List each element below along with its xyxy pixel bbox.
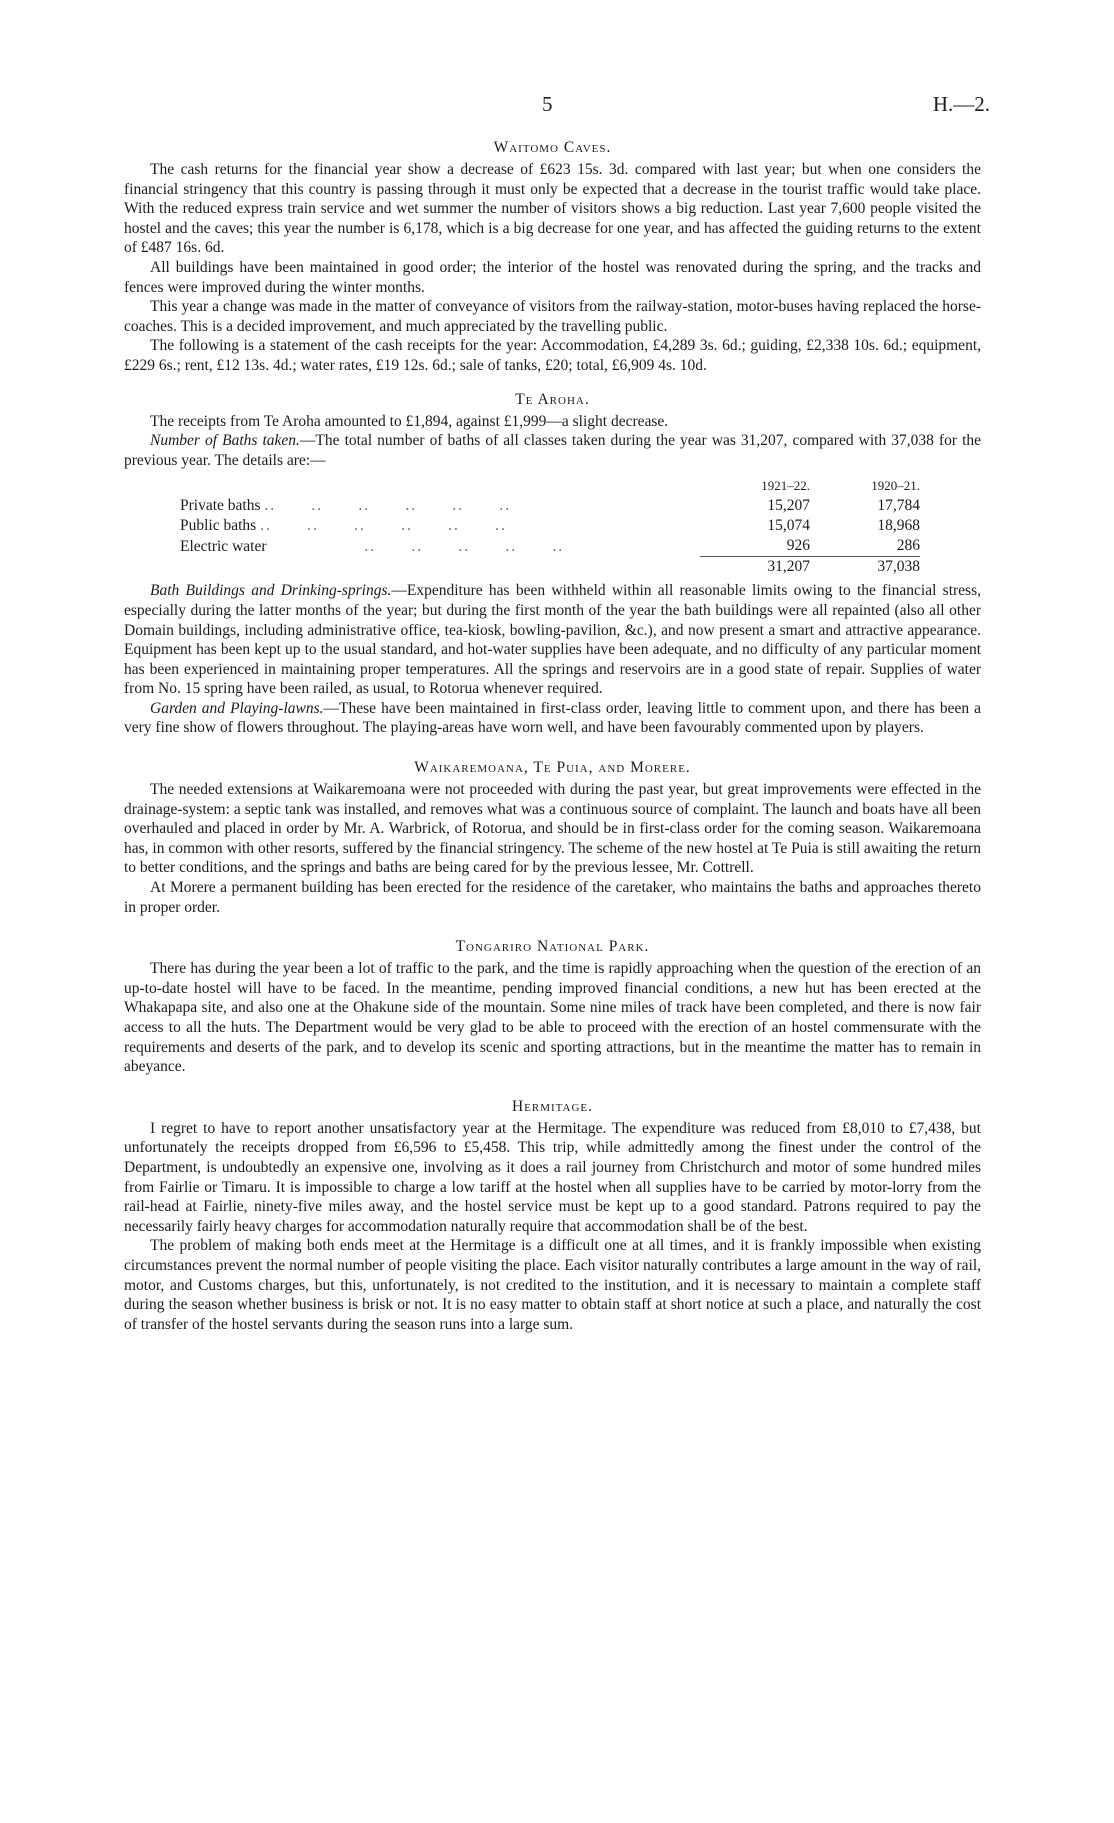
baths-table-header-row bbox=[180, 476, 920, 496]
waikaremoana-paragraph-2: At Morere a permanent building has been erected for the residence of the caretaker, who maintains the baths and approaches thereto in proper order. bbox=[124, 879, 981, 916]
te-aroha-paragraph-3 bbox=[124, 581, 981, 699]
public-baths-1921-22: 15,074 bbox=[767, 517, 810, 535]
total-1921-22: 31,207 bbox=[700, 557, 810, 578]
garden-lead: Garden and Playing-lawns. bbox=[150, 699, 324, 717]
electric-water-1921-22: 926 bbox=[786, 537, 810, 555]
tongariro-paragraph-1: There has during the year been a lot of traffic to the park, and the time is rapidly approaching when the question of the erection of an up-to-date hostel will have to be faced. In the meantime, pending improved financial conditions, a new hut has been erected at the Whakapapa site, and also one at the Ohakune side of the mountain. Some nine miles of track have been completed, and there is now fair access to all the huts. The Department would be very glad to be able to proceed with the erection of an hostel commensurate with the requirements and deserts of the park, and to develop its scenic and sporting attractions, but in the meantime the matter has to remain in abeyance. bbox=[124, 960, 981, 1076]
public-baths-1920-21: 18,968 bbox=[877, 517, 920, 535]
leader-dots: .. .. .. .. .. .. bbox=[260, 517, 507, 535]
section-title-tongariro: Tongariro National Park. bbox=[455, 938, 650, 956]
electric-water-1920-21: 286 bbox=[896, 537, 920, 555]
page-header bbox=[124, 92, 990, 122]
baths-table-total-row bbox=[180, 557, 920, 578]
section-title-hermitage: Hermitage. bbox=[511, 1097, 593, 1115]
row-label-electric-water: Electric water bbox=[180, 537, 267, 555]
section-title-waikaremoana: Waikaremoana, Te Puia, and Morere. bbox=[414, 759, 691, 777]
section-title-te-aroha: Te Aroha. bbox=[515, 390, 590, 408]
baths-taken-lead: Number of Baths taken. bbox=[150, 432, 300, 450]
waitomo-paragraph-1: The cash returns for the financial year show a decrease of £623 15s. 3d. compared with last year; but when one considers the financial stringency that this country is passing through it must only be expected that a decrease in the tourist traffic would take place. With the reduced express train service and wet summer the number of visitors shows a big reduction. Last year 7,600 people visited the hostel and the caves; this year the number is 6,178, which is a big decrease for one year, and has affected the guiding returns to the extent of £487 16s. 6d. bbox=[124, 161, 981, 257]
te-aroha-paragraph-2 bbox=[124, 431, 981, 470]
baths-table bbox=[180, 476, 920, 577]
waikaremoana-paragraph-1: The needed extensions at Waikaremoana were not proceeded with during the past year, but great improvements were effected in the drainage-system: a septic tank was installed, and removes what was a continuous source of complaint. The launch and boats have all been overhauled and placed in order by Mr. A. Warbrick, of Rotorua, and should be in first-class order for the coming season. Waikaremoana has, in common with other resorts, suffered by the financial stringency. The scheme of the new hostel at Te Puia is still awaiting the return to better conditions, and the springs and baths are being cared for by the previous lessee, Mr. Cottrell. bbox=[124, 781, 981, 877]
garden-text: —These have been maintained in first-class order, leaving little to comment upon, and there has been a very fine show of flowers throughout. The playing-areas have worn well, and have been favourably commented upon by players. bbox=[124, 699, 981, 737]
document-reference: H.—2. bbox=[932, 92, 990, 116]
baths-table-wrapper bbox=[124, 476, 981, 577]
bath-buildings-text: —Expenditure has been withheld within all reasonable limits owing to the financial stress, especially during the latter months of the year; but during the first month of the year the bath buildings were all repainted (also all other Domain buildings, including administrative office, tea-kiosk, bowling-pavilion, &c.), and now present a smart and attractive appearance. Equipment has been kept up to the usual standard, and hot-water supplies have been adequate, and no difficulty of any particular moment has been experienced in maintaining proper temperatures. All the springs and reservoirs are in a good state of repair. Supplies of water from No. 15 spring have been railed, as usual, to Rotorua whenever required. bbox=[124, 582, 981, 698]
private-baths-1921-22: 15,207 bbox=[767, 497, 810, 515]
column-header-1921-22: 1921–22. bbox=[761, 478, 810, 494]
hermitage-paragraph-1: I regret to have to report another unsatisfactory year at the Hermitage. The expenditure was reduced from £8,010 to £7,438, but unfortunately the receipts dropped from £6,596 to £5,458. This trip, while admittedly among the finest under the control of the Department, is undoubtedly an expensive one, involving as it does a rail journey from Christchurch and motor of some hundred miles from Fairlie or Timaru. It is impossible to charge a low tariff at the hostel when all supplies have to be carried by motor-lorry from the rail-head at Fairlie, ninety-five miles away, and the hostel service must be kept up to a good standard. Patrons required to pay the necessarily fairly heavy charges for accommodation naturally require that accommodation shall be of the best. bbox=[124, 1119, 981, 1235]
te-aroha-paragraph-4 bbox=[124, 699, 981, 738]
page-number: 5 bbox=[542, 92, 553, 116]
leader-dots: .. .. .. .. .. .. bbox=[264, 497, 512, 515]
private-baths-1920-21: 17,784 bbox=[877, 497, 920, 515]
bath-buildings-lead: Bath Buildings and Drinking-springs. bbox=[150, 582, 392, 600]
column-header-1920-21: 1920–21. bbox=[871, 478, 920, 494]
waitomo-paragraph-3: This year a change was made in the matter of conveyance of visitors from the railway-station, motor-buses having replaced the horse-coaches. This is a decided improvement, and much appreciated by the travelling public. bbox=[124, 298, 981, 335]
leader-dots: .. .. .. .. .. bbox=[270, 537, 565, 555]
te-aroha-paragraph-1: The receipts from Te Aroha amounted to £1,894, against £1,999—a slight decrease. bbox=[150, 412, 669, 430]
hermitage-paragraph-2: The problem of making both ends meet at the Hermitage is a difficult one at all times, and it is frankly impossible when existing circumstances prevent the normal number of people visiting the place. Each visitor naturally contributes a large amount in the way of rail, motor, and Customs charges, but this, unfortunately, is not credited to the institution, and it is necessary to maintain a complete staff during the season whether business is brisk or not. It is no easy matter to obtain staff at short notice at such a place, and naturally the cost of transfer of the hostel servants during the season runs into a large sum. bbox=[124, 1237, 981, 1333]
total-1920-21: 37,038 bbox=[810, 557, 920, 578]
waitomo-paragraph-2: All buildings have been maintained in good order; the interior of the hostel was renovated during the spring, and the tracks and fences were improved during the winter months. bbox=[124, 258, 981, 296]
waitomo-paragraph-4: The following is a statement of the cash receipts for the year: Accommodation, £4,289 3s. 6d.; guiding, £2,338 10s. 6d.; equipment, £229 6s.; rent, £12 13s. 4d.; water rates, £19 12s. 6d.; sale of tanks, £20; total, £6,909 4s. 10d. bbox=[124, 337, 981, 374]
page-content bbox=[124, 138, 981, 1334]
table-row bbox=[180, 496, 920, 516]
table-row bbox=[180, 536, 920, 557]
baths-taken-text: —The total number of baths of all classes taken during the year was 31,207, compared with 37,038 for the previous year. The details are:— bbox=[124, 432, 981, 469]
row-label-public-baths: Public baths bbox=[180, 517, 257, 535]
section-title-waitomo: Waitomo Caves. bbox=[493, 139, 612, 156]
table-row bbox=[180, 516, 920, 536]
row-label-private-baths: Private baths bbox=[180, 497, 261, 515]
